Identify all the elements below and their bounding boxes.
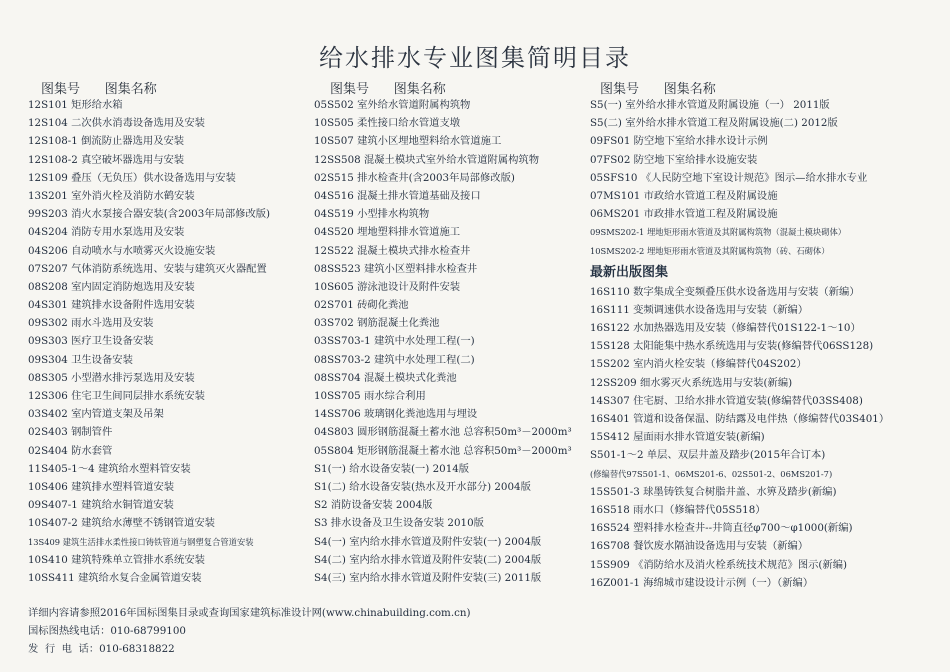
hotline-phone: 国标图热线电话：010-68799100 [28, 625, 186, 637]
catalog-entry: S3 排水设备及卫生设备安装 2010版 [314, 517, 484, 530]
catalog-entry: 09FS01 防空地下室给水排水设计示例 [590, 135, 768, 148]
catalog-entry: 08SS703-2 建筑中水处理工程(二) [314, 353, 475, 366]
catalog-entry: 12SS209 细水雾灭火系统选用与安装(新编) [590, 376, 793, 389]
catalog-entry: 05S502 室外给水管道附属构筑物 [314, 99, 471, 111]
catalog-entry: 07S207 气体消防系统选用、安装与建筑灭火器配置 [28, 262, 267, 275]
catalog-entry: 11S405-1～4 建筑给水塑料管安装 [28, 462, 191, 475]
catalog-entry: 16S401 管道和设备保温、防结露及电伴热（修编替代03S401） [590, 413, 890, 425]
catalog-entry: 02S404 防水套管 [28, 444, 113, 457]
catalog-entry: S501-1～2 单层、双层井盖及踏步(2015年合订本) [590, 449, 826, 462]
catalog-entry: 08S305 小型潜水排污泵选用及安装 [28, 371, 195, 384]
catalog-entry: 12S108-2 真空破坏器选用与安装 [28, 153, 185, 166]
catalog-entry: S5(一) 室外给水排水管道及附属设施（一） 2011版 [590, 99, 830, 111]
catalog-entry: 04S204 消防专用水泵选用及安装 [28, 226, 185, 239]
catalog-entry: 12S108-1 倒流防止器选用及安装 [28, 135, 185, 148]
catalog-entry: 04S301 建筑排水设备附件选用安装 [28, 299, 195, 312]
column-header: 图集号 图集名称 [600, 82, 716, 97]
entry-list [314, 96, 599, 587]
catalog-entry: S5(二) 室外给水排水管道工程及附属设施(二) 2012版 [590, 117, 838, 130]
entry-list [590, 96, 940, 260]
catalog-entry: 12S109 叠压（无负压）供水设备选用与安装 [28, 171, 236, 184]
catalog-entry: 08SS704 混凝土模块式化粪池 [314, 371, 457, 384]
catalog-entry: 10S605 游泳池设计及附件安装 [314, 280, 461, 293]
catalog-entry: 16S110 数字集成全变频叠压供水设备选用与安装（新编） [590, 285, 860, 298]
catalog-entry: 03S402 室内管道支架及吊架 [28, 408, 164, 421]
footer-note: 详细内容请参照2016年国标图集目录或查询国家建筑标准设计网(www.chinabuilding.com.cn) [28, 607, 471, 619]
catalog-entry: 16S518 雨水口（修编替代05S518） [590, 503, 766, 516]
catalog-entry: 14S307 住宅厨、卫给水排水管道安装(修编替代03SS408) [590, 394, 863, 407]
catalog-entry: 16S524 塑料排水检查井--井筒直径φ700～φ1000(新编) [590, 522, 853, 535]
catalog-entry: 15S909 《消防给水及消火栓系统技术规范》图示(新编) [590, 558, 848, 571]
catalog-entry: 08SS523 建筑小区塑料排水检查井 [314, 262, 478, 275]
catalog-entry: 08S208 室内固定消防炮选用及安装 [28, 280, 195, 293]
catalog-entry: 09S302 雨水斗选用及安装 [28, 317, 154, 330]
catalog-entry: 03S702 钢筋混凝土化粪池 [314, 317, 440, 330]
catalog-entry: 12SS508 混凝土模块式室外给水管道附属构筑物 [314, 153, 540, 166]
catalog-entry: 16S122 水加热器选用及安装（修编替代01S122-1～10） [590, 322, 861, 335]
catalog-entry: 15S202 室内消火栓安装（修编替代04S202） [590, 358, 807, 371]
catalog-column-2 [314, 78, 599, 587]
catalog-entry: S1(一) 给水设备安装(一) 2014版 [314, 462, 470, 475]
catalog-entry: (修编替代97S501-1、06MS201-6、02S501-2、06MS201-7) [590, 468, 833, 479]
catalog-entry: 16S708 餐饮废水隔油设备选用与安装（新编） [590, 540, 809, 553]
catalog-entry: 15S501-3 球墨铸铁复合树脂井盖、水箅及踏步(新编) [590, 485, 837, 498]
catalog-entry: 99S203 消火水泵接合器安装(含2003年局部修改版) [28, 208, 271, 221]
catalog-entry: 10SS411 建筑给水复合金属管道安装 [28, 571, 202, 584]
catalog-entry: 04S206 自动喷水与水喷雾灭火设施安装 [28, 244, 216, 257]
catalog-entry: 07MS101 市政给水管道工程及附属设施 [590, 189, 778, 202]
catalog-entry: 02S701 砖砌化粪池 [314, 299, 409, 312]
sales-phone: 发 行 电 话：010-68318822 [28, 643, 175, 655]
catalog-entry: 09S303 医疗卫生设备安装 [28, 335, 154, 348]
catalog-entry: S4(三) 室内给水排水管道及附件安装(三) 2011版 [314, 571, 542, 584]
catalog-entry: 15S128 太阳能集中热水系统选用与安装(修编替代06SS128) [590, 340, 874, 353]
new-release-list [590, 283, 940, 592]
catalog-entry: S4(二) 室内给水排水管道及附件安装(二) 2004版 [314, 553, 542, 566]
catalog-entry: 10S410 建筑特殊单立管排水系统安装 [28, 553, 205, 566]
catalog-entry: 09SMS202-1 埋地矩形雨水管道及其附属构筑物（混凝土模块砌体） [590, 227, 847, 238]
catalog-entry: 10SS705 雨水综合利用 [314, 390, 426, 402]
catalog-entry: S1(二) 给水设备安装(热水及开水部分) 2004版 [314, 480, 531, 493]
catalog-entry: 12S101 矩形给水箱 [28, 99, 123, 111]
catalog-entry: 16Z001-1 海绵城市建设设计示例（一）（新编） [590, 576, 814, 589]
catalog-entry: 02S403 钢制管件 [28, 426, 113, 439]
catalog-entry: 07FS02 防空地下室给排水设施安装 [590, 153, 758, 166]
catalog-entry: 12S522 混凝土模块式排水检查井 [314, 244, 471, 257]
catalog-entry: 12S306 住宅卫生间同层排水系统安装 [28, 390, 205, 402]
catalog-entry: 10SMS202-2 埋地矩形雨水管道及其附属构筑物（砖、石砌体） [590, 245, 830, 256]
catalog-entry: 10S507 建筑小区埋地塑料给水管道施工 [314, 135, 502, 148]
entry-list [28, 96, 313, 587]
catalog-entry: 09S407-1 建筑给水铜管道安装 [28, 499, 174, 512]
catalog-column-3 [590, 78, 940, 592]
column-header: 图集号 图集名称 [330, 82, 446, 97]
column-header: 图集号 图集名称 [41, 82, 157, 97]
catalog-entry: 05SFS10 《人民防空地下室设计规范》图示—给水排水专业 [590, 171, 868, 184]
catalog-entry: 15S412 屋面雨水排水管道安装(新编) [590, 431, 765, 444]
catalog-entry: 05S804 矩形钢筋混凝土蓄水池 总容积50m³－2000m³ [314, 444, 572, 457]
catalog-entry: 13S409 建筑生活排水柔性接口铸铁管道与钢塑复合管道安装 [28, 536, 254, 547]
catalog-entry: 10S505 柔性接口给水管道支墩 [314, 117, 461, 130]
catalog-entry: 04S803 圆形钢筋混凝土蓄水池 总容积50m³－2000m³ [314, 426, 572, 439]
catalog-entry: S2 消防设备安装 2004版 [314, 499, 433, 512]
page-title: 给水排水专业图集简明目录 [319, 44, 631, 72]
catalog-entry: 09S304 卫生设备安装 [28, 353, 133, 366]
catalog-entry: S4(一) 室内给水排水管道及附件安装(一) 2004版 [314, 535, 542, 548]
catalog-entry: 16S111 变频调速供水设备选用与安装（新编） [590, 303, 809, 316]
section-heading-new-releases: 最新出版图集 [590, 264, 669, 280]
catalog-entry: 10S406 建筑排水塑料管道安装 [28, 480, 175, 493]
catalog-entry: 02S515 排水检查井(含2003年局部修改版) [314, 171, 515, 184]
catalog-entry: 12S104 二次供水消毒设备选用及安装 [28, 117, 205, 130]
catalog-entry: 04S516 混凝土排水管道基础及接口 [314, 189, 481, 202]
catalog-entry: 03SS703-1 建筑中水处理工程(一) [314, 335, 475, 348]
catalog-entry: 06MS201 市政排水管道工程及附属设施 [590, 208, 778, 221]
catalog-entry: 14SS706 玻璃钢化粪池选用与埋设 [314, 408, 478, 421]
footer [28, 604, 928, 658]
catalog-entry: 04S519 小型排水构筑物 [314, 208, 430, 221]
catalog-entry: 10S407-2 建筑给水薄壁不锈钢管道安装 [28, 517, 215, 530]
catalog-entry: 04S520 埋地塑料排水管道施工 [314, 226, 461, 239]
catalog-column-1 [28, 78, 313, 587]
catalog-entry: 13S201 室外消火栓及消防水鹤安装 [28, 189, 195, 202]
